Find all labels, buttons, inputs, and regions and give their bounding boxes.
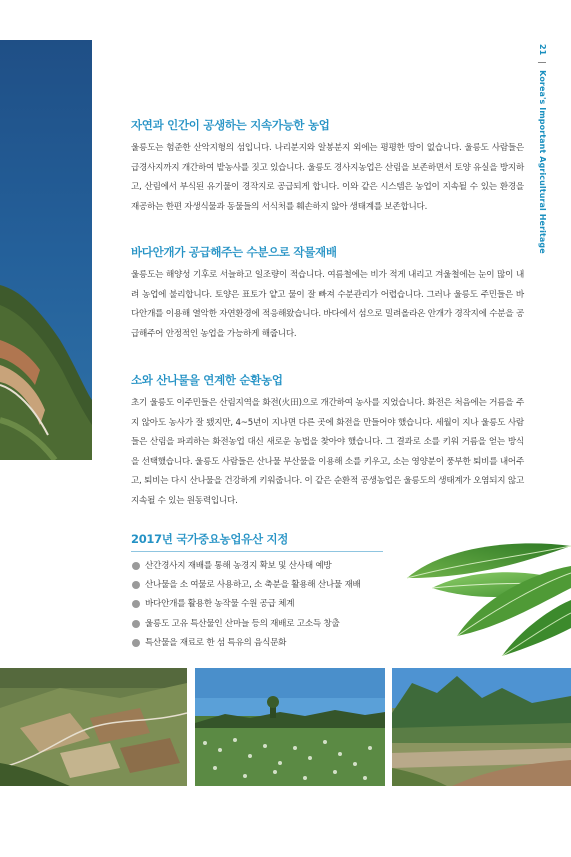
designation-list: [131, 557, 431, 653]
bullet-icon: [132, 581, 140, 589]
bullet-icon: [132, 620, 140, 628]
wild-garlic-leaves-illustration: [402, 528, 571, 656]
list-item-text: 울릉도 고유 특산물인 산마늘 등의 재배로 고소득 창출: [145, 618, 340, 629]
section-heading: 자연과 인간이 공생하는 지속가능한 농업: [131, 118, 330, 132]
section-body: 울릉도는 해양성 기후로 서늘하고 일조량이 적습니다. 여름철에는 비가 적게 내리고 겨울철에는 눈이 많이 내려 농업에 불리합니다. 토양은 표토가 얕고 물이 잘 빠져 수분관리가 어렵습니다. 그러나 울릉도 주민들은 바다안개를 이용해 열악한 자연환경에 적응해왔습니다. 바다에서 섬으로 밀려올라온 안개가 경작지에 수분을 공급해주어 안정적인 농업을 가능하게 해줍니다.: [131, 270, 524, 339]
heading-divider: [131, 551, 383, 552]
section-sustainable-agriculture: [131, 117, 524, 217]
bullet-icon: [132, 639, 140, 647]
flowering-field-photo: [195, 668, 385, 786]
section-body: 울릉도는 험준한 산악지형의 섬입니다. 나리분지와 알봉분지 외에는 평평한 땅이 없습니다. 울릉도 사람들은 급경사지까지 개간하여 밭농사를 짓고 있습니다. 울릉도 경사지농업은 산림을 보존하면서 토양 유실을 방지하고, 산림에서 부식된 유기물이 경작지로 공급되게 합니다. 이와 같은 시스템은 농업이 지속될 수 있는 환경을 재공하는 한편 자생식물과 동물들의 서식처를 훼손하지 않아 생태계를 보존합니다.: [131, 143, 524, 212]
bullet-icon: [132, 600, 140, 608]
section-heading: 바다안개가 공급해주는 수분으로 작물재배: [131, 245, 337, 259]
bullet-icon: [132, 562, 140, 570]
list-item-text: 특산물을 재료로 한 섬 특유의 음식문화: [145, 637, 287, 648]
section-body: 초기 울릉도 이주민들은 산림지역을 화전(火田)으로 개간하여 농사를 지었습니다. 화전은 처음에는 거름을 주지 않아도 농사가 잘 됐지만, 4~5년이 지나면 다른 곳에 화전을 만들어야 했습니다. 세월이 지나 울릉도 사람들은 산림을 파괴하는 화전농업 대신 새로운 농법을 찾아야 했습니다. 그 결과로 소를 키워 거름을 얻는 방식을 선택했습니다. 울릉도 사람들은 산나물 부산물을 이용해 소를 키우고, 소는 영양분이 풍부한 퇴비를 내어주고, 퇴비는 다시 산나물을 건강하게 키워줍니다. 이 같은 순환적 공생농업은 울릉도의 생태계가 오염되지 않고 지속될 수 있는 원동력입니다.: [131, 398, 524, 506]
section-sea-fog-cultivation: [131, 244, 524, 344]
designation-section: [131, 531, 431, 653]
list-item: [131, 576, 431, 595]
list-item-text: 바다안개를 활용한 농작물 수원 공급 체계: [145, 599, 295, 610]
list-item: [131, 595, 431, 614]
header-separator: |: [538, 61, 547, 65]
aerial-farmland-photo: [0, 668, 187, 786]
mountain-field-photo: [392, 668, 571, 786]
list-item: [131, 634, 431, 653]
designation-heading: 2017년 국가중요농업유산 지정: [131, 532, 289, 546]
list-item: [131, 557, 431, 576]
aerial-coastline-photo: [0, 40, 92, 460]
running-header: [538, 44, 547, 254]
list-item-text: 산나물을 소 여물로 사용하고, 소 축분을 활용해 산나물 재배: [145, 580, 361, 591]
page-number: 21: [538, 44, 547, 56]
section-circular-farming: [131, 372, 524, 511]
list-item-text: 산간경사지 재배를 통해 농경지 확보 및 산사태 예방: [145, 561, 332, 571]
section-heading: 소와 산나물을 연계한 순환농업: [131, 373, 283, 387]
list-item: [131, 615, 431, 634]
running-title: Korea's Important Agricultural Heritage: [538, 70, 547, 254]
